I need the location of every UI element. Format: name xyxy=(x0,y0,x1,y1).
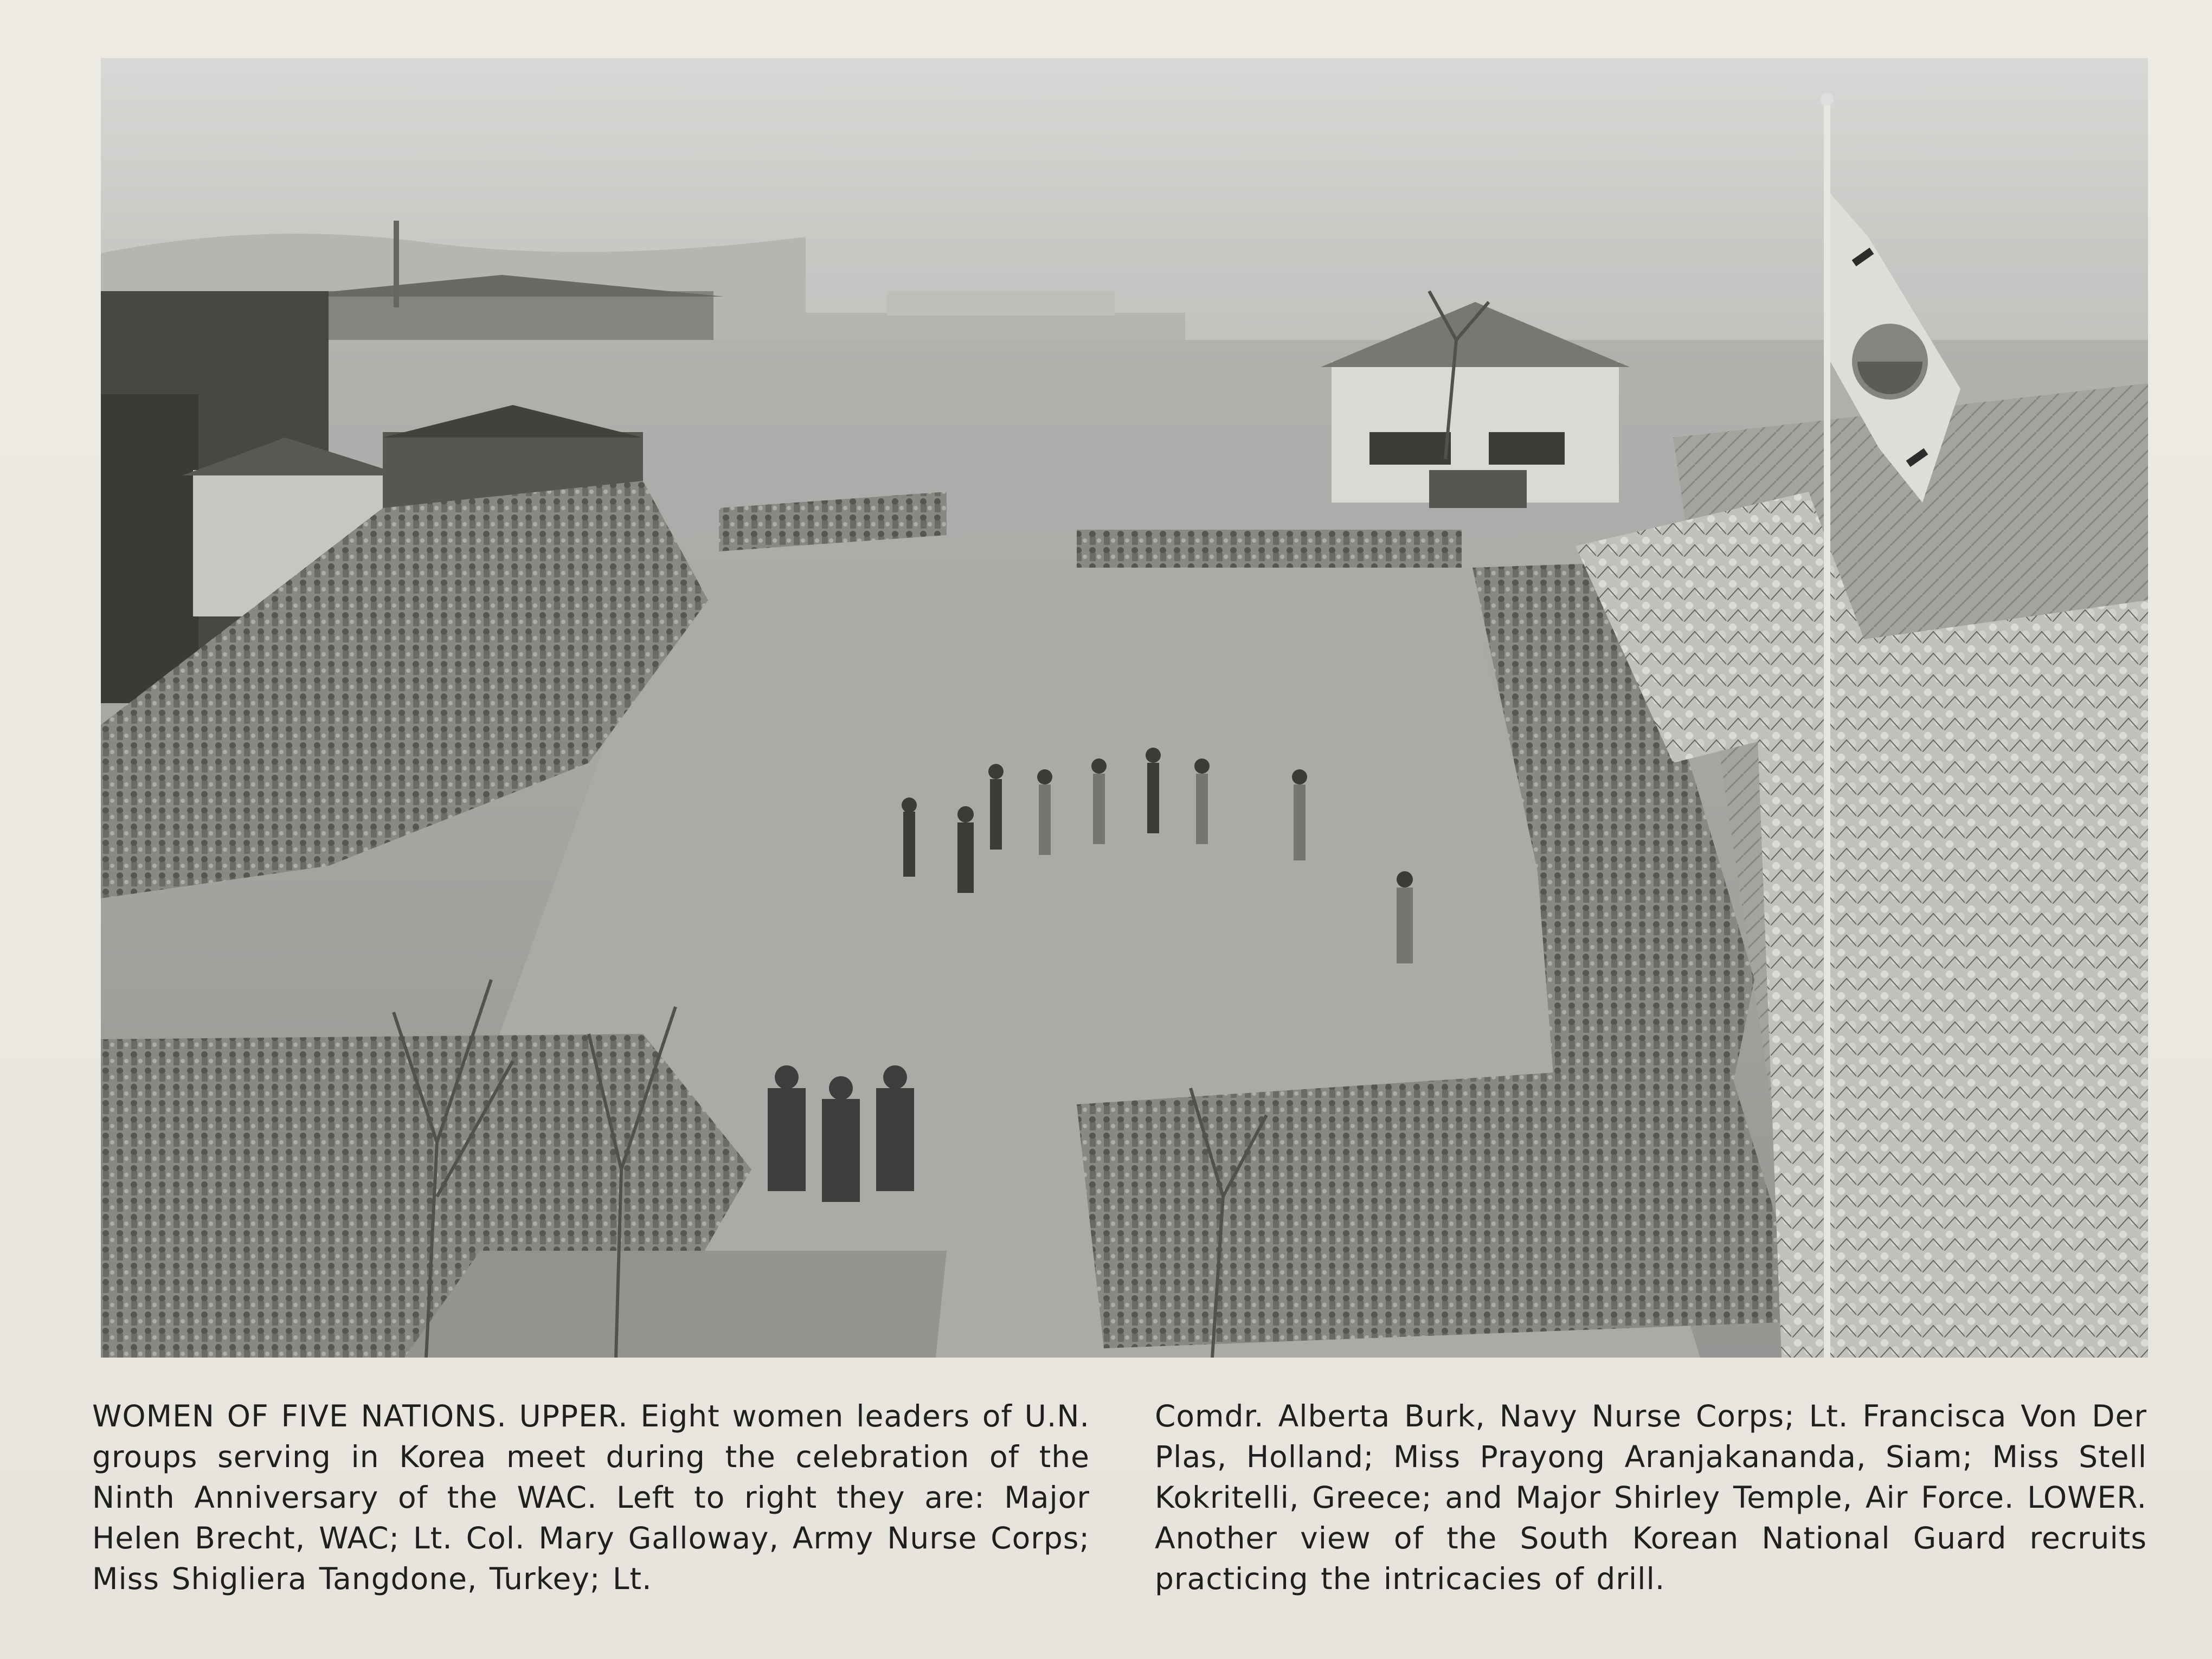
caption-right-column xyxy=(1155,1396,2147,1599)
parade-photo-illustration xyxy=(101,58,2148,1358)
parade-photograph xyxy=(101,58,2148,1358)
caption-upper-label: UPPER. xyxy=(519,1399,628,1433)
caption-heading: WOMEN OF FIVE NATIONS. xyxy=(92,1399,507,1433)
caption-right-body-2: Another view of the South Korean National Guard recruits practicing the intricacies of drill. xyxy=(1155,1521,2147,1596)
caption-left-column xyxy=(92,1396,1090,1599)
caption-left-body: Eight women leaders of U.N. groups serving in Korea meet during the celebration of the Ninth Anniversary of the WAC. Left to right they are: Major Helen Brecht, WAC; Lt. Col. Mary Galloway, Army Nurse Corps; Miss Shigliera Tangdone, Turkey; Lt. xyxy=(92,1399,1090,1596)
caption-lower-label: LOWER. xyxy=(2027,1480,2147,1515)
caption-right-body-1: Comdr. Alberta Burk, Navy Nurse Corps; Lt. Francisca Von Der Plas, Holland; Miss Prayong Aranjakananda, Siam; Miss Stell Kokritelli, Greece; and Major Shirley Temple, Air Force. xyxy=(1155,1399,2147,1515)
